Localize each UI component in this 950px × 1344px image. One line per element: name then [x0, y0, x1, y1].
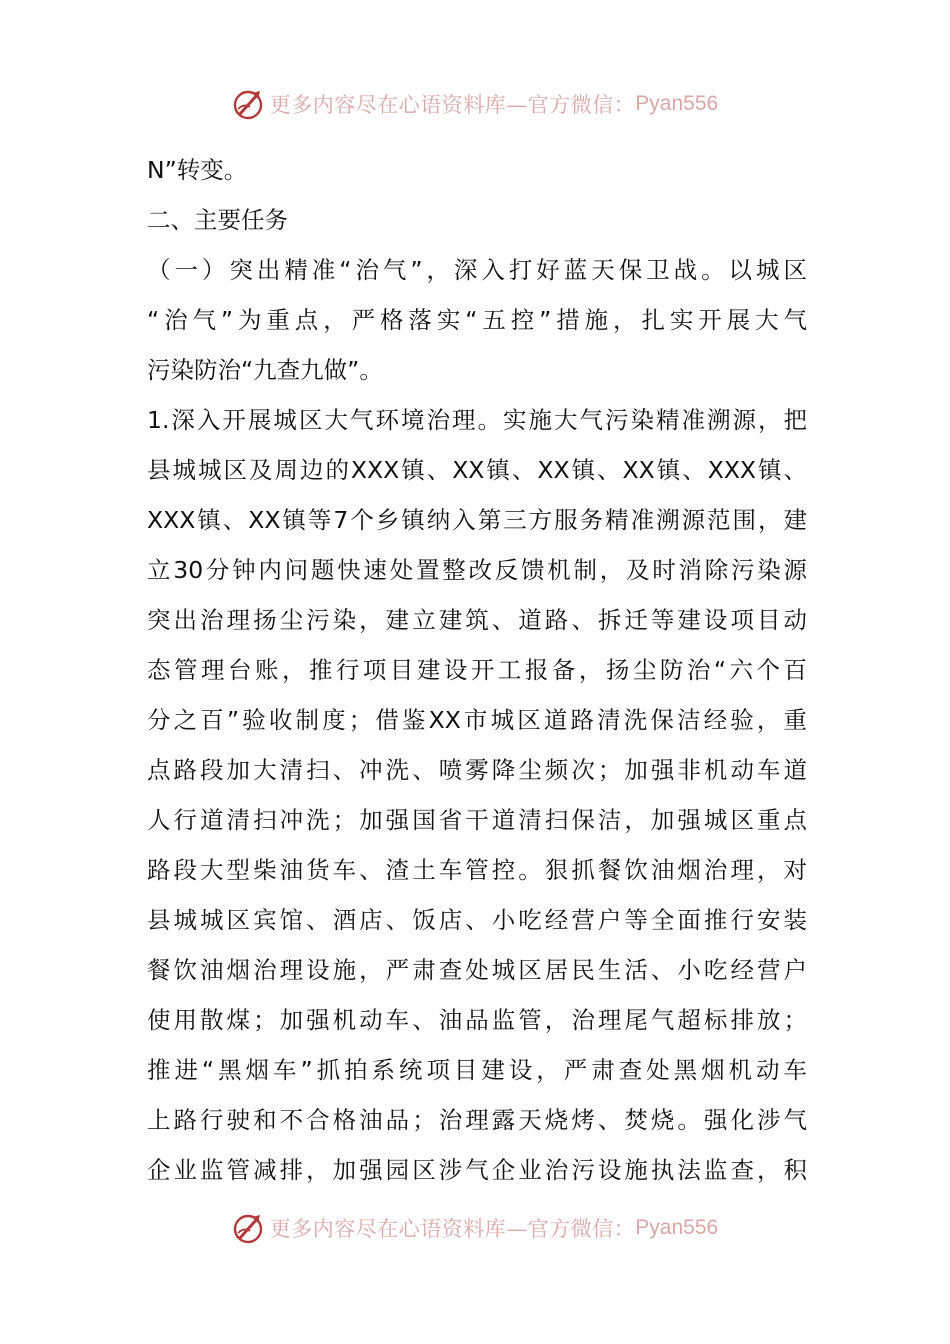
text-line: 推进“黑烟车”抓拍系统项目建设，严肃查处黑烟机动车	[147, 1056, 807, 1084]
text-line: XXX镇、XX镇等7个乡镇纳入第三方服务精准溯源范围，建	[147, 506, 807, 534]
footer-banner	[0, 1208, 950, 1248]
text-line: 污染防治“九查九做”。	[147, 356, 383, 384]
text-line: 立30分钟内问题快速处置整改反馈机制，及时消除污染源	[147, 556, 807, 584]
text-line: 县城城区及周边的XXX镇、XX镇、XX镇、XX镇、XXX镇、	[147, 456, 807, 484]
text-line: 使用散煤；加强机动车、油品监管，治理尾气超标排放；	[147, 1006, 807, 1034]
banner-wechat-id: Pyan556	[635, 92, 719, 115]
banner-text: 更多内容尽在心语资料库—官方微信：	[269, 93, 636, 117]
header-banner	[0, 84, 950, 124]
pen-logo-icon	[232, 1211, 266, 1245]
text-line: N”转变。	[147, 156, 248, 184]
document-body	[147, 145, 807, 1195]
text-line: （一）突出精准“治气”，深入打好蓝天保卫战。以城区	[147, 256, 807, 284]
text-line: 人行道清扫冲洗；加强国省干道清扫保洁，加强城区重点	[147, 806, 807, 834]
pen-logo-icon	[232, 87, 266, 121]
text-line: 上路行驶和不合格油品；治理露天烧烤、焚烧。强化涉气	[147, 1106, 807, 1134]
text-line: 餐饮油烟治理设施，严肃查处城区居民生活、小吃经营户	[147, 956, 807, 984]
text-line: 点路段加大清扫、冲洗、喷雾降尘频次；加强非机动车道	[147, 756, 807, 784]
text-line: 1.深入开展城区大气环境治理。实施大气污染精准溯源，把	[147, 406, 807, 434]
text-line: 路段大型柴油货车、渣土车管控。狠抓餐饮油烟治理，对	[147, 856, 807, 884]
text-line: 企业监管减排，加强园区涉气企业治污设施执法监查，积	[147, 1156, 807, 1184]
text-line: “治气”为重点，严格落实“五控”措施，扎实开展大气	[147, 306, 807, 334]
text-line: 突出治理扬尘污染，建立建筑、道路、拆迁等建设项目动	[147, 606, 807, 634]
text-line: 分之百”验收制度；借鉴XX市城区道路清洗保洁经验，重	[147, 706, 807, 734]
section-heading: 二、主要任务	[147, 206, 288, 234]
text-line: 县城城区宾馆、酒店、饭店、小吃经营户等全面推行安装	[147, 906, 807, 934]
banner-wechat-id: Pyan556	[635, 1216, 719, 1239]
text-line: 态管理台账，推行项目建设开工报备，扬尘防治“六个百	[147, 656, 807, 684]
banner-text: 更多内容尽在心语资料库—官方微信：	[269, 1217, 636, 1241]
